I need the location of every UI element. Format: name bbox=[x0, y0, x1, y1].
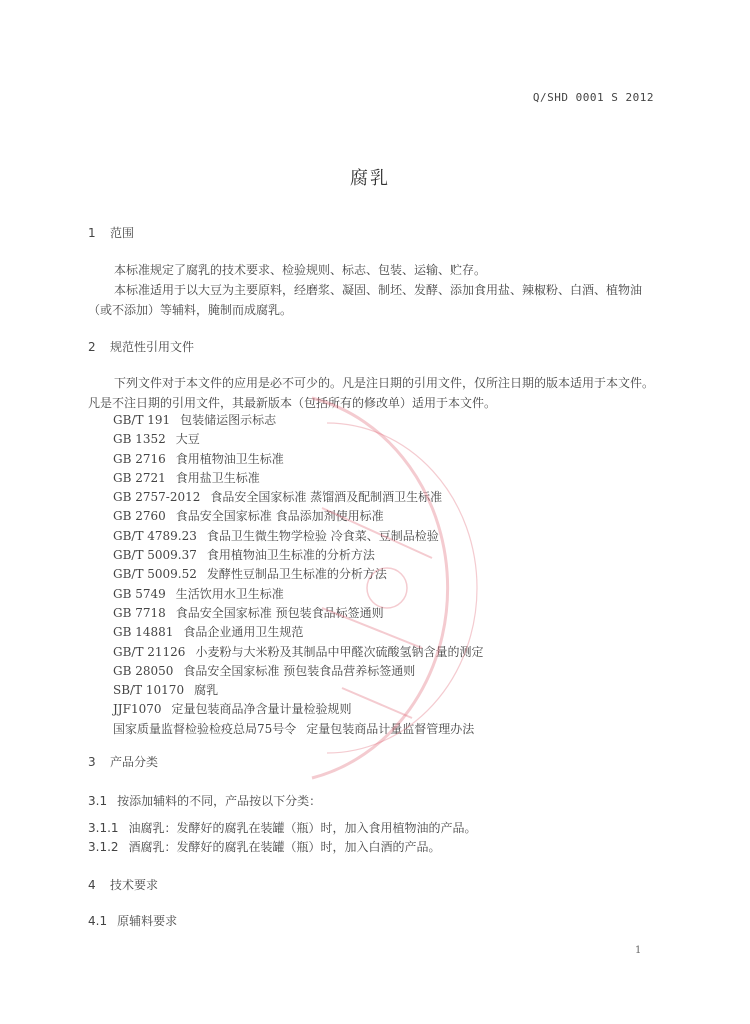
reference-name: 食品卫生微生物学检验 冷食菜、豆制品检验 bbox=[206, 528, 439, 543]
standard-code: Q/SHD 0001 S 2012 bbox=[532, 91, 654, 104]
reference-code: SB/T 10170 bbox=[113, 683, 185, 698]
reference-item bbox=[113, 623, 483, 642]
section-1-paragraph-1: 本标准规定了腐乳的技术要求、检验规则、标志、包装、运输、贮存。 bbox=[114, 263, 487, 277]
section-2-heading bbox=[88, 338, 194, 355]
reference-code: JJF1070 bbox=[113, 702, 162, 717]
section-number: 1 bbox=[88, 226, 96, 240]
reference-list bbox=[113, 411, 483, 739]
reference-name: 食品安全国家标准 预包装食品营养标签通则 bbox=[183, 663, 416, 678]
reference-item bbox=[113, 604, 483, 623]
subsection-number: 4.1 bbox=[88, 914, 108, 928]
section-2-paragraph: 下列文件对于本文件的应用是必不可少的。凡是注日期的引用文件，仅所注日期的版本适用于本文件。凡是不注日期的引用文件，其最新版本（包括所有的修改单）适用于本文件。 bbox=[88, 376, 655, 410]
reference-item bbox=[113, 488, 483, 507]
reference-item bbox=[113, 430, 483, 449]
reference-item bbox=[113, 469, 483, 488]
reference-name: 小麦粉与大米粉及其制品中甲醛次硫酸氢钠含量的测定 bbox=[195, 644, 484, 659]
reference-code: GB/T 4789.23 bbox=[113, 528, 197, 543]
subsection-3-1-1 bbox=[88, 819, 477, 836]
subsection-number: 3.1.2 bbox=[88, 840, 119, 854]
reference-name: 食品企业通用卫生规范 bbox=[183, 625, 304, 640]
section-4-heading bbox=[88, 876, 158, 893]
section-title: 规范性引用文件 bbox=[110, 340, 195, 354]
page-number: 1 bbox=[635, 945, 642, 956]
subsection-text: 原辅料要求 bbox=[117, 914, 178, 928]
reference-code: GB 28050 bbox=[113, 663, 174, 678]
section-title: 产品分类 bbox=[110, 755, 159, 769]
reference-code: GB 14881 bbox=[113, 625, 174, 640]
reference-code: GB/T 21126 bbox=[113, 644, 186, 659]
subsection-3-1-2 bbox=[88, 838, 441, 855]
subsection-number: 3.1.1 bbox=[88, 821, 119, 835]
section-title: 范围 bbox=[110, 226, 135, 240]
section-3-heading bbox=[88, 753, 158, 770]
reference-item bbox=[113, 585, 483, 604]
reference-name: 生活饮用水卫生标准 bbox=[175, 586, 284, 601]
reference-item bbox=[113, 681, 483, 700]
reference-name: 大豆 bbox=[175, 432, 200, 447]
subsection-number: 3.1 bbox=[88, 794, 108, 808]
subsection-text: 按添加辅料的不同，产品按以下分类： bbox=[117, 794, 322, 808]
reference-code: GB 1352 bbox=[113, 432, 166, 447]
reference-code: GB/T 191 bbox=[113, 413, 171, 427]
reference-name: 食品安全国家标准 预包装食品标签通则 bbox=[175, 605, 384, 620]
document-title: 腐乳 bbox=[350, 168, 390, 189]
reference-item bbox=[113, 720, 483, 739]
reference-item bbox=[113, 700, 483, 719]
reference-code: GB 2721 bbox=[113, 470, 166, 485]
reference-name: 食品安全国家标准 食品添加剂使用标准 bbox=[175, 509, 384, 524]
subsection-text: 酒腐乳：发酵好的腐乳在装罐（瓶）时，加入白酒的产品。 bbox=[128, 840, 441, 854]
reference-name: 食用植物油卫生标准 bbox=[175, 451, 284, 466]
subsection-4-1 bbox=[88, 912, 177, 929]
reference-item bbox=[113, 546, 483, 565]
reference-code: GB/T 5009.37 bbox=[113, 548, 197, 563]
section-1-heading bbox=[88, 224, 134, 241]
section-number: 2 bbox=[88, 340, 96, 354]
section-1-paragraph-2: 本标准适用于以大豆为主要原料，经磨浆、凝固、制坯、发酵、添加食用盐、辣椒粉、白酒、植物油（或不添加）等辅料，腌制而成腐乳。 bbox=[88, 283, 643, 317]
reference-item bbox=[113, 662, 483, 681]
reference-code: GB 2760 bbox=[113, 509, 166, 524]
reference-name: 食品安全国家标准 蒸馏酒及配制酒卫生标准 bbox=[210, 490, 443, 505]
subsection-text: 油腐乳：发酵好的腐乳在装罐（瓶）时，加入食用植物油的产品。 bbox=[128, 821, 477, 835]
reference-code: GB 2757-2012 bbox=[113, 490, 201, 505]
section-title: 技术要求 bbox=[110, 878, 159, 892]
reference-code: GB/T 5009.52 bbox=[113, 567, 197, 582]
subsection-3-1 bbox=[88, 792, 321, 809]
reference-name: 包装储运图示标志 bbox=[180, 413, 277, 427]
reference-name: 食用盐卫生标准 bbox=[175, 470, 260, 485]
reference-item bbox=[113, 527, 483, 546]
reference-name: 腐乳 bbox=[194, 683, 219, 698]
reference-code: GB 2716 bbox=[113, 451, 166, 466]
reference-item bbox=[113, 565, 483, 584]
reference-name: 发酵性豆制品卫生标准的分析方法 bbox=[206, 567, 387, 582]
reference-code: GB 5749 bbox=[113, 586, 166, 601]
reference-code: 国家质量监督检验检疫总局75号令 bbox=[113, 721, 297, 736]
reference-item bbox=[113, 643, 483, 662]
reference-name: 定量包装商品计量监督管理办法 bbox=[306, 721, 475, 736]
reference-item bbox=[113, 411, 483, 430]
section-number: 4 bbox=[88, 878, 96, 892]
reference-name: 定量包装商品净含量计量检验规则 bbox=[171, 702, 352, 717]
section-number: 3 bbox=[88, 755, 96, 769]
reference-item bbox=[113, 450, 483, 469]
reference-name: 食用植物油卫生标准的分析方法 bbox=[206, 548, 375, 563]
reference-item bbox=[113, 507, 483, 526]
reference-code: GB 7718 bbox=[113, 605, 166, 620]
